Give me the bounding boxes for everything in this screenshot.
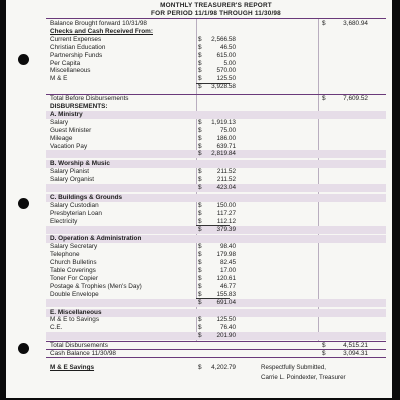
row-amount: 423.04 [216,184,236,191]
row-label: Miscellaneous [50,67,91,75]
row-label: Per Capita [50,59,81,67]
row-amount: 5.00 [223,59,236,67]
disbursement-row [46,283,386,291]
row-amount: 2,566.58 [211,35,236,43]
disbursement-row [46,243,386,251]
dollar-sign: $ [198,150,202,158]
disbursements-heading [46,103,386,111]
row-label: M & E [50,75,68,83]
section-subtotal-row [46,226,386,234]
row-label: B. Worship & Music [50,160,110,168]
dollar-sign: $ [198,134,202,142]
row-amount: 76.40 [220,324,236,332]
row-label: C.E. [50,324,63,332]
total-amount: 3,680.94 [343,20,368,27]
total-amount: 3,094.31 [343,350,368,357]
row-amount: 2,819.84 [211,150,236,158]
report-page [6,0,392,398]
row-label: Christian Education [50,43,106,51]
disbursement-row [46,210,386,218]
row-amount: 112.12 [216,217,236,225]
dollar-sign: $ [198,243,202,251]
dollar-sign: $ [198,176,202,184]
dollar-sign: $ [198,324,202,332]
dollar-sign: $ [198,274,202,282]
row-label: Salary Custodian [50,201,99,209]
dollar-sign: $ [198,59,202,67]
dollar-sign: $ [322,20,326,27]
dollar-sign: $ [322,95,326,103]
balance-forward-row [46,20,386,28]
dollar-sign: $ [198,67,202,75]
disbursement-row [46,135,386,143]
receipt-row [46,44,386,52]
dollar-sign: $ [198,51,202,59]
row-label: Balance Brought forward 10/31/98 [50,20,147,27]
row-amount: 691.04 [216,298,236,306]
section-heading [46,309,386,317]
row-amount: 125.50 [216,316,236,324]
row-label: Current Expenses [50,35,102,43]
disbursement-row [46,251,386,259]
dollar-sign: $ [198,118,202,126]
report-title: MONTHLY TREASURER'S REPORT [160,2,272,9]
row-amount: 46.77 [220,282,236,290]
dollar-sign: $ [198,282,202,290]
dollar-sign: $ [198,316,202,324]
row-amount: 211.52 [216,176,236,184]
disbursement-row [46,119,386,127]
dollar-sign: $ [198,267,202,274]
dollar-sign: $ [198,225,202,233]
dollar-sign: $ [198,251,202,259]
dollar-sign: $ [198,209,202,217]
row-amount: 4,202.79 [211,363,236,371]
row-label: Salary [50,118,69,126]
punch-hole [18,343,29,354]
row-label: Presbyterian Loan [50,209,102,217]
dollar-sign: $ [198,298,202,306]
row-label: Total Disbursements [50,342,108,350]
row-label: Electricity [50,217,78,225]
row-label: E. Miscellaneous [50,308,102,316]
row-label: Vacation Pay [50,142,88,150]
dollar-sign: $ [198,201,202,209]
dollar-sign: $ [198,126,202,134]
row-amount: 179.98 [216,251,236,259]
row-label: Table Coverings [50,267,96,274]
row-label: Telephone [50,251,80,259]
row-amount: 379.39 [216,225,236,233]
row-label: Guest Minister [50,126,92,134]
dollar-sign: $ [198,35,202,43]
receipt-row [46,60,386,68]
row-label: A. Ministry [50,110,83,118]
dollar-sign: $ [198,332,202,340]
section-subtotal-row [46,299,386,307]
row-amount: 1,919.13 [211,118,236,126]
row-label: Salary Secretary [50,243,98,251]
row-amount: 46.50 [220,43,236,51]
receipts-subtotal-row [46,83,386,91]
total-before-row [46,95,386,103]
row-label: Total Before Disbursements [50,95,129,103]
top-rule [46,18,386,19]
row-amount: 201.90 [216,332,236,340]
section-heading [46,111,386,119]
row-label: Double Envelope [50,290,99,298]
row-amount: 186.00 [216,134,236,142]
row-amount: 125.50 [216,75,236,83]
dollar-sign: $ [198,43,202,51]
section-heading [46,235,386,243]
row-label: M & E to Savings [50,316,100,324]
receipt-row [46,52,386,60]
receipt-row [46,67,386,75]
dollar-sign: $ [198,259,202,267]
row-amount: 82.45 [220,259,236,267]
signature-line-1: Respectfully Submitted, [261,364,326,371]
section-subtotal-row [46,150,386,158]
dollar-sign: $ [198,168,202,176]
dollar-sign: $ [198,363,202,371]
row-label: Salary Pianist [50,168,90,176]
row-label: Cash Balance 11/30/98 [50,350,116,357]
disbursement-row [46,168,386,176]
dollar-sign: $ [322,342,326,350]
row-amount: 3,928.58 [211,83,236,91]
row-label: DISBURSEMENTS: [50,103,108,110]
row-label: Partnership Funds [50,51,103,59]
row-label: Checks and Cash Received From: [50,27,153,35]
disbursement-row [46,259,386,267]
row-label: Toner For Copier [50,274,98,282]
row-amount: 211.52 [216,168,236,176]
total-amount: 4,515.21 [343,342,368,350]
row-label: C. Buildings & Grounds [50,193,123,201]
receipt-row [46,36,386,44]
disbursement-row [46,202,386,210]
dollar-sign: $ [198,83,202,91]
row-label: Mileage [50,134,73,142]
section-subtotal-row [46,332,386,340]
section-rule [46,357,386,358]
disbursement-row [46,267,386,275]
row-label: M & E Savings [50,363,95,371]
dollar-sign: $ [198,142,202,150]
me-savings-row [46,364,386,372]
row-amount: 98.40 [220,243,236,251]
row-label: Postage & Trophies (Men's Day) [50,282,142,290]
disbursement-row [46,316,386,324]
section-heading [46,160,386,168]
disbursement-row [46,275,386,283]
punch-hole [18,54,29,65]
row-label: D. Operation & Administration [50,235,142,243]
row-amount: 117.27 [216,209,236,217]
row-amount: 17.00 [220,267,236,274]
row-label: Salary Organist [50,176,95,184]
signature-line-2: Carrie L. Poindexter, Treasurer [261,374,346,381]
row-amount: 570.00 [216,67,236,75]
disbursement-row [46,127,386,135]
total-amount: 7,609.52 [343,95,368,103]
row-amount: 75.00 [220,126,236,134]
row-amount: 155.83 [216,290,236,298]
dollar-sign: $ [198,184,202,191]
row-amount: 150.00 [216,201,236,209]
report-period: FOR PERIOD 11/1/98 THROUGH 11/30/98 [151,10,281,17]
row-amount: 639.71 [216,142,236,150]
dollar-sign: $ [198,217,202,225]
section-heading [46,194,386,202]
row-label: Church Bulletins [50,259,97,267]
receipts-heading [46,28,386,36]
dollar-sign: $ [198,290,202,298]
row-amount: 120.61 [216,274,236,282]
section-subtotal-row [46,184,386,192]
dollar-sign: $ [322,350,326,357]
punch-hole [18,198,29,209]
row-amount: 615.00 [216,51,236,59]
dollar-sign: $ [198,75,202,83]
